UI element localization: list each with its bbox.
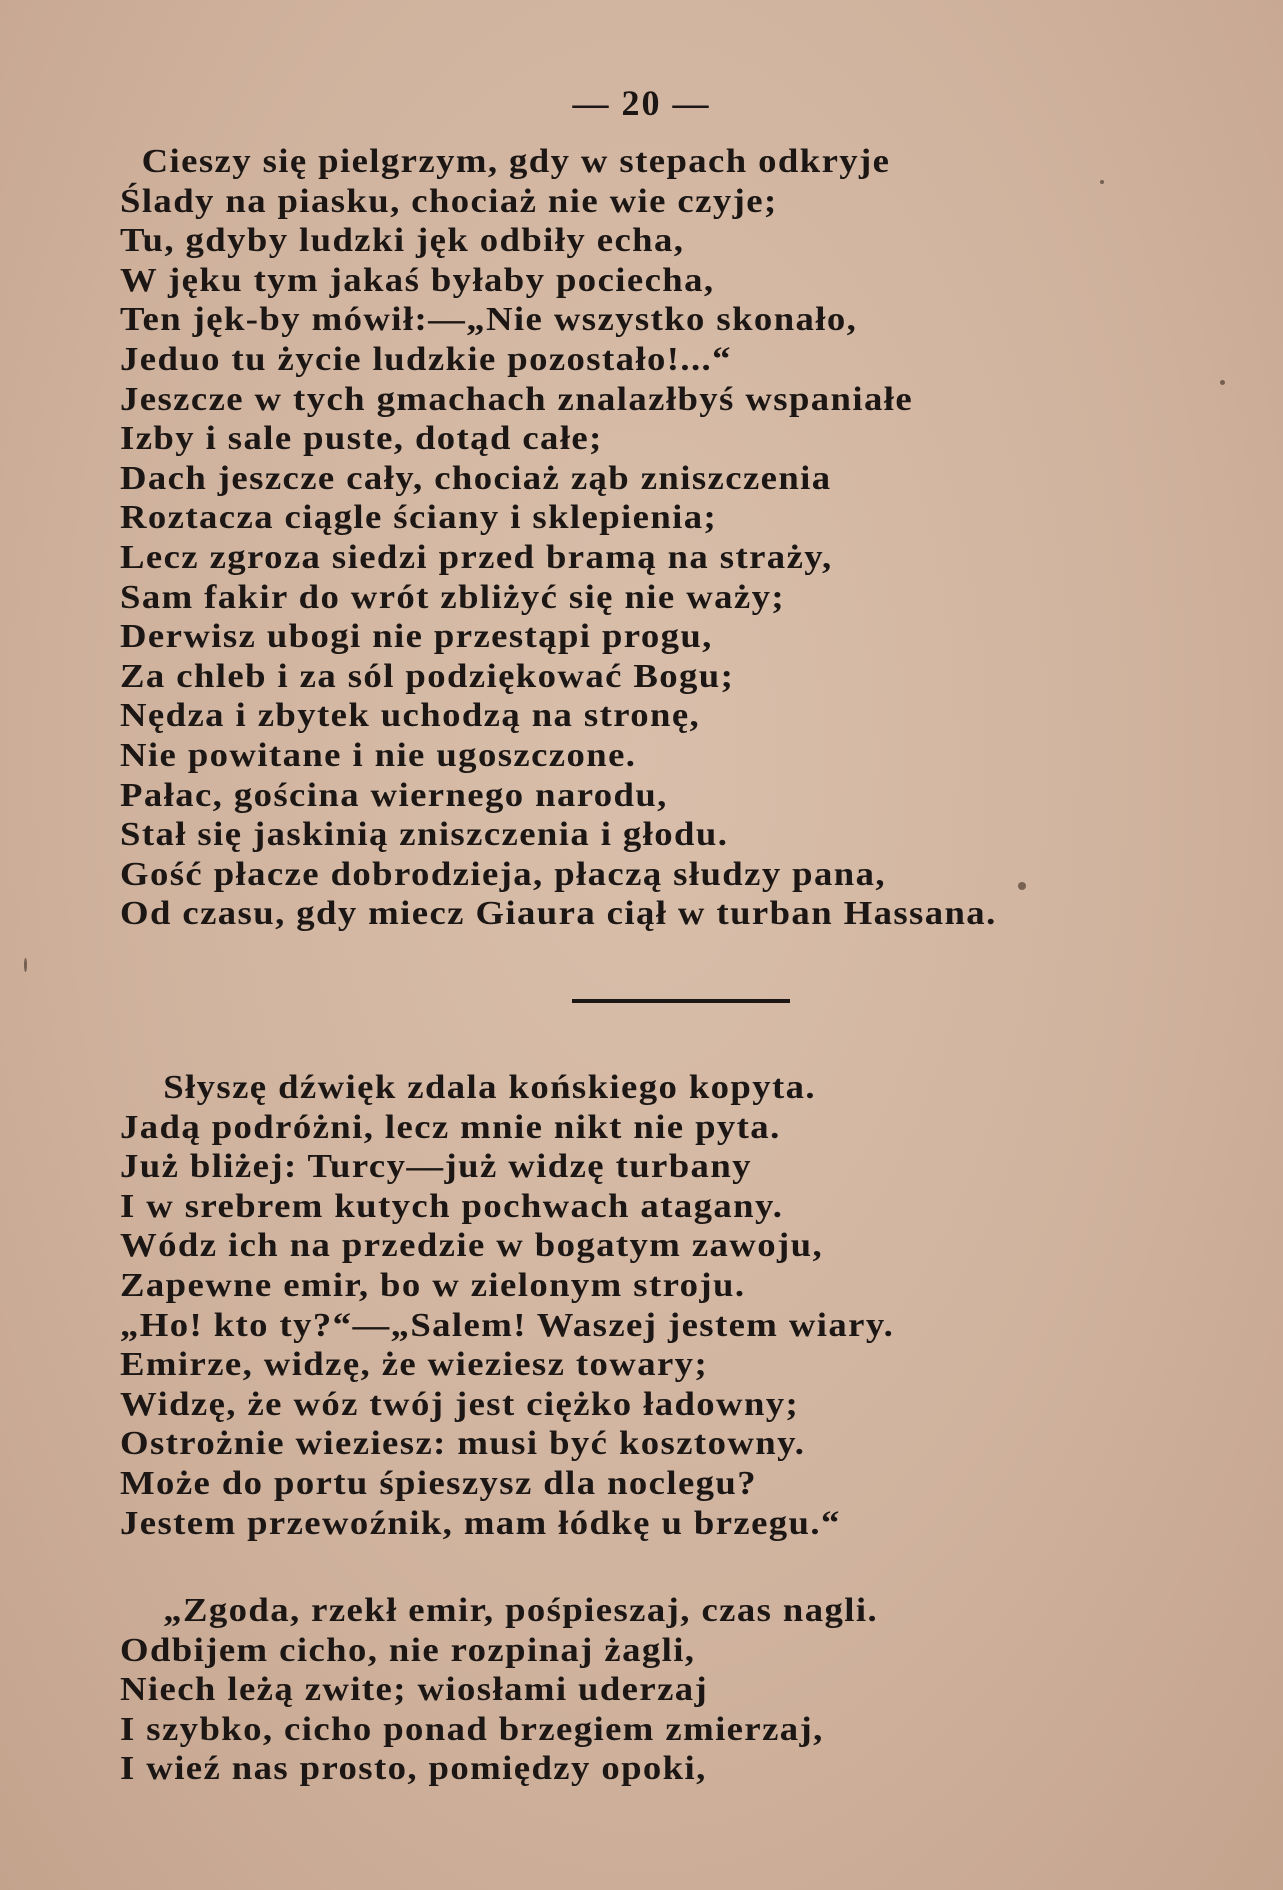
stanza — [120, 1068, 1120, 1543]
verse-line: Jestem przewoźnik, mam łódkę u brzegu.“ — [120, 1504, 841, 1542]
verse-line: Jeduo tu życie ludzkie pozostało!...“ — [120, 340, 732, 378]
verse-line: Derwisz ubogi nie przestąpi progu, — [120, 618, 713, 656]
verse-line: Ślady na piasku, chociaż nie wie czyje; — [120, 182, 778, 220]
verse-line: I wieź nas prosto, pomiędzy opoki, — [120, 1750, 707, 1788]
verse-line: Nędza i zbytek uchodzą na stronę, — [120, 697, 701, 735]
verse-line: Jeszcze w tych gmachach znalazłbyś wspaniałe — [120, 380, 914, 418]
verse-line: Stał się jaskinią zniszczenia i głodu. — [120, 816, 729, 854]
verse-line: Dach jeszcze cały, chociaż ząb zniszczenia — [120, 459, 832, 497]
verse-line: Nie powitane i nie ugoszczone. — [120, 736, 637, 774]
stanza — [120, 1591, 1120, 1789]
verse-line: Słyszę dźwięk zdala końskiego kopyta. — [163, 1069, 817, 1106]
verse-line: Za chleb i za sól podziękować Bogu; — [120, 657, 735, 695]
verse-line: Pałac, gościna wiernego narodu, — [120, 776, 668, 814]
verse-line: Jadą podróżni, lecz mnie nikt nie pyta. — [120, 1108, 781, 1146]
section-divider — [572, 999, 790, 1003]
verse-line: W jęku tym jakaś byłaby pociecha, — [120, 261, 715, 299]
verse-line: Roztacza ciągle ściany i sklepienia; — [120, 499, 718, 537]
verse-line: Tu, gdyby ludzki jęk odbiły echa, — [120, 222, 685, 260]
verse-line: Cieszy się pielgrzym, gdy w stepach odkryje — [141, 143, 891, 180]
verse-line: Gość płacze dobrodzieja, płaczą słudzy pana, — [120, 855, 886, 893]
paper-speck — [1220, 380, 1225, 385]
verse-line: Sam fakir do wrót zbliżyć się nie waży; — [120, 578, 785, 616]
stanza — [120, 142, 1120, 934]
verse-line: Izby i sale puste, dotąd całe; — [120, 420, 603, 458]
verse-line: Od czasu, gdy miecz Giaura ciął w turban Hassana. — [120, 895, 997, 933]
paper-speck — [24, 958, 27, 972]
verse-line: Odbijem cicho, nie rozpinaj żagli, — [120, 1631, 696, 1669]
verse-line: Może do portu śpieszysz dla noclegu? — [120, 1464, 758, 1502]
verse-line: „Ho! kto ty?“—„Salem! Waszej jestem wiary. — [120, 1306, 895, 1344]
verse-line: Już bliżej: Turcy—już widzę turbany — [120, 1148, 752, 1186]
verse-line: Niech leżą zwite; wiosłami uderzaj — [120, 1671, 709, 1709]
verse-line: Wódz ich na przedzie w bogatym zawoju, — [120, 1227, 824, 1265]
verse-line: Ostrożnie wieziesz: musi być kosztowny. — [120, 1425, 806, 1463]
verse-line: Zapewne emir, bo w zielonym stroju. — [120, 1266, 746, 1304]
verse-line: Widzę, że wóz twój jest ciężko ładowny; — [120, 1385, 800, 1423]
paper-speck — [1018, 882, 1026, 890]
verse-line: I szybko, cicho ponad brzegiem zmierzaj, — [120, 1710, 824, 1748]
page-number: — 20 — — [572, 83, 711, 123]
verse-line: Emirze, widzę, że wieziesz towary; — [120, 1346, 709, 1384]
verse-line: Ten jęk-by mówił:—„Nie wszystko skonało, — [120, 301, 858, 339]
verse-line: I w srebrem kutych pochwach atagany. — [120, 1187, 784, 1225]
verse-line: „Zgoda, rzekł emir, pośpieszaj, czas nagli. — [163, 1592, 879, 1629]
verse-line: Lecz zgroza siedzi przed bramą na straży, — [120, 538, 833, 576]
paper-speck — [1100, 180, 1104, 184]
